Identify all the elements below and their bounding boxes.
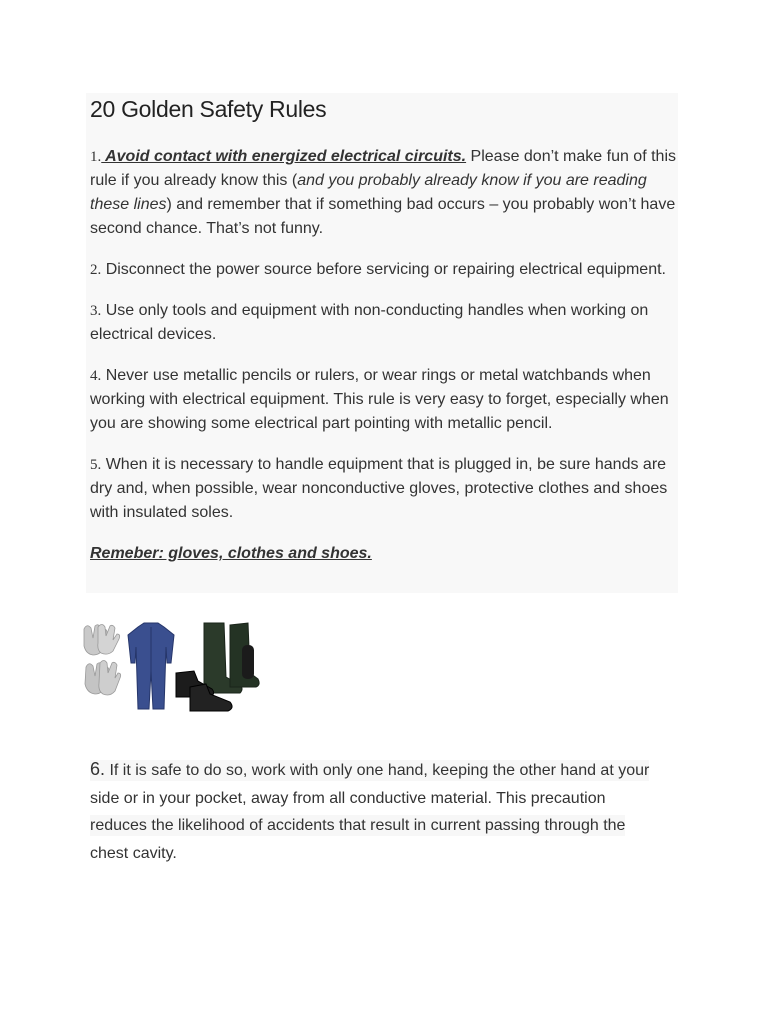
- rule-3: [90, 299, 676, 347]
- rule-6-line: reduces the likelihood of accidents that result in current passing through the: [90, 817, 626, 834]
- rule-2: [90, 258, 676, 282]
- coverall-icon: [128, 623, 174, 709]
- rule-6-line: [90, 760, 649, 781]
- rule-4: [90, 364, 676, 436]
- rule-number: 4.: [90, 368, 102, 384]
- rule-6-line: chest cavity.: [90, 844, 177, 862]
- rule-1: [90, 145, 676, 241]
- rule-number: 3.: [90, 303, 102, 319]
- rule-emphasis: Avoid contact with energized electrical circuits.: [101, 148, 467, 165]
- rule-text: Use only tools and equipment with non-conducting handles when working on electrical devices.: [90, 302, 649, 343]
- remember-note: Remeber: gloves, clothes and shoes.: [90, 545, 372, 562]
- rule-5: [90, 453, 676, 525]
- rule-italic-aside: and you probably already know if you are reading these lines: [90, 172, 647, 213]
- rule-6-line: side or in your pocket, away from all conductive material. This precaution: [90, 789, 606, 807]
- protective-gear-illustration: [80, 621, 260, 713]
- rule-text: Please don’t make fun of this rule if you already know this (: [90, 148, 676, 189]
- page-title: 20 Golden Safety Rules: [90, 96, 327, 122]
- rule-number: 1.: [90, 149, 102, 165]
- article-body: [90, 93, 676, 566]
- rubber-boot-icon: [204, 623, 259, 693]
- rule-text: If it is safe to do so, work with only one hand, keeping the other hand at your: [105, 762, 650, 779]
- rule-text: Disconnect the power source before servicing or repairing electrical equipment.: [101, 261, 666, 278]
- rule-number: 5.: [90, 457, 102, 473]
- rule-number: 6.: [90, 759, 106, 779]
- rule-text: ) and remember that if something bad occurs – you probably won’t have second chance. That’s not funny.: [90, 196, 676, 237]
- rule-text: When it is necessary to handle equipment that is plugged in, be sure hands are dry and, when possible, wear nonconductive gloves, protective clothes and shoes with insulated soles.: [90, 456, 668, 521]
- rule-6: [90, 756, 680, 867]
- rule-text: Never use metallic pencils or rulers, or wear rings or metal watchbands when working with electrical equipment. This rule is very easy to forget, especially when you are showing some electrical part pointing with metallic pencil.: [90, 367, 669, 432]
- gloves-icon: [84, 625, 121, 696]
- rule-number: 2.: [90, 262, 102, 278]
